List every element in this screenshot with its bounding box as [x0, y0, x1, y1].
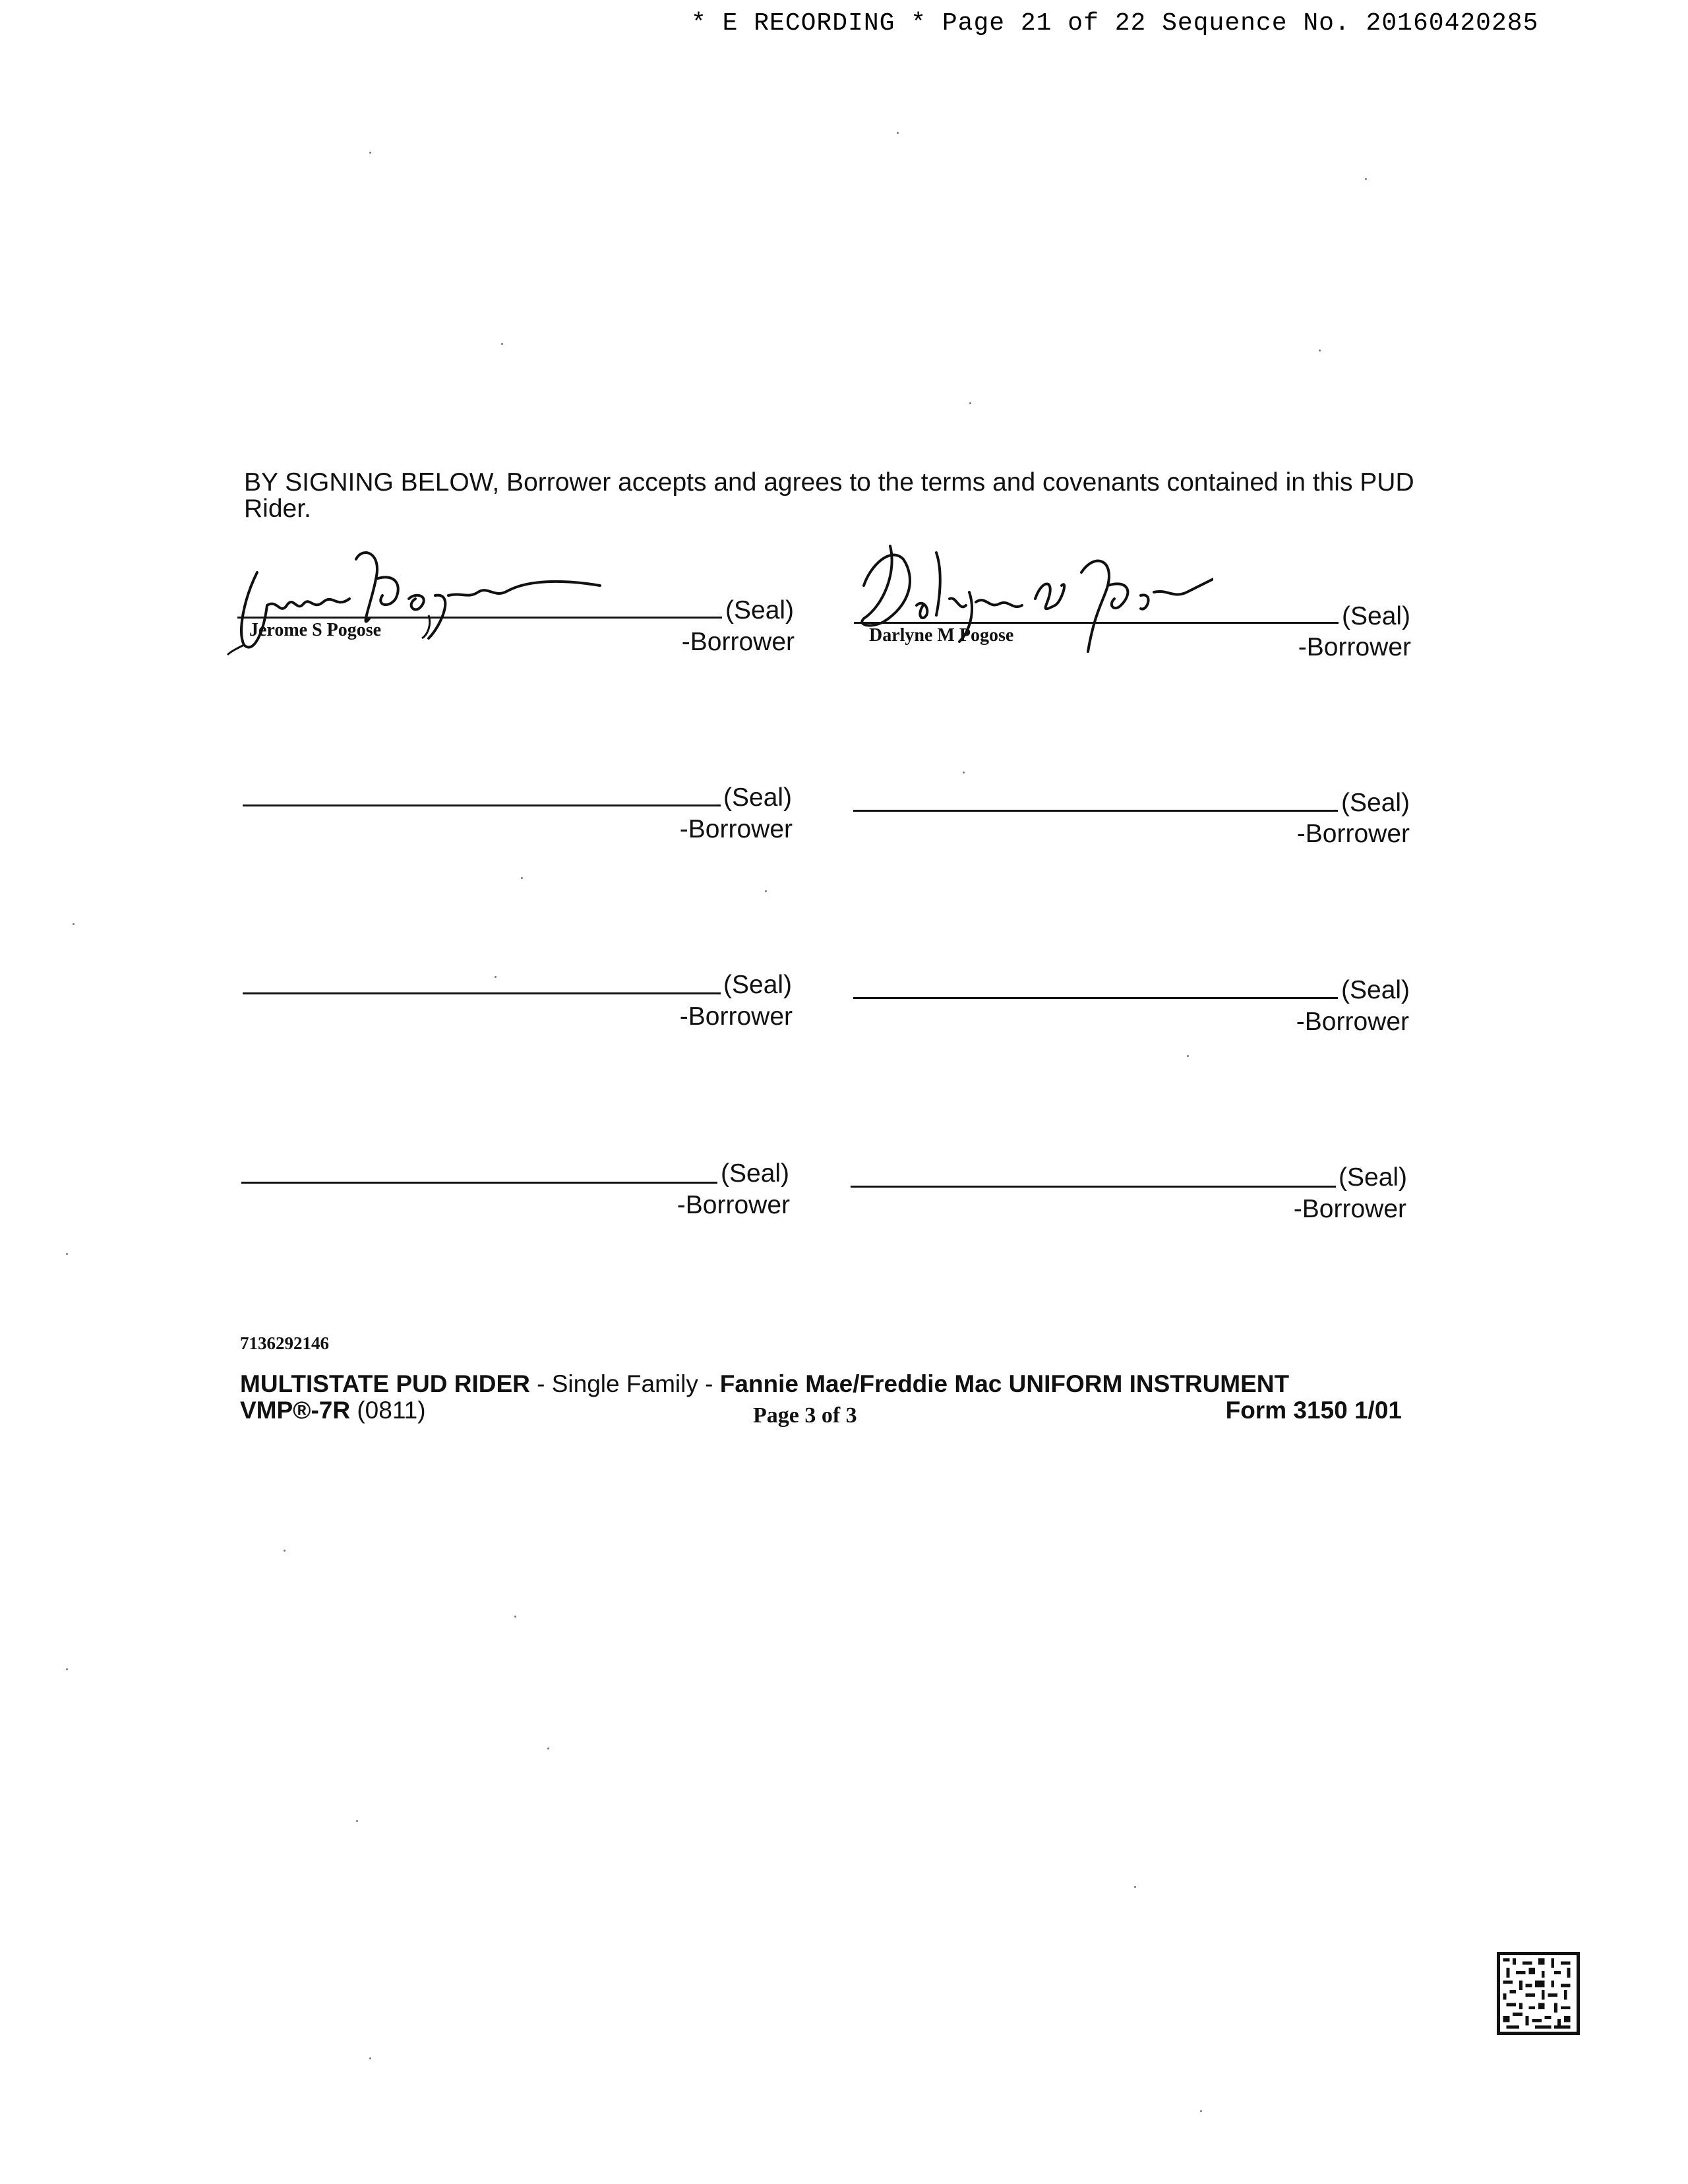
signature-line	[853, 810, 1338, 812]
borrower-label: -Borrower	[681, 628, 795, 656]
signature-line	[243, 804, 721, 806]
seal-label: (Seal)	[1339, 1163, 1408, 1192]
vmp-code: VMP®-7R	[240, 1397, 351, 1424]
borrower-name-2: Darlyne M Pogose	[869, 625, 1014, 646]
form-subtitle: - Single Family -	[529, 1370, 720, 1397]
loan-number: 7136292146	[240, 1333, 329, 1353]
borrower-label: -Borrower	[1296, 820, 1410, 848]
seal-label: (Seal)	[721, 1159, 790, 1188]
borrower-name-1: Jerome S Pogose	[249, 620, 382, 640]
form-title: MULTISTATE PUD RIDER	[240, 1370, 530, 1397]
signature-line	[853, 997, 1338, 999]
agreement-text: BY SIGNING BELOW, Borrower accepts and agrees to the terms and covenants contained in this PUD Rider.	[244, 468, 1414, 523]
borrower-label: -Borrower	[677, 1191, 790, 1219]
seal-label: (Seal)	[1341, 976, 1410, 1004]
recording-header: * E RECORDING * Page 21 of 22 Sequence No. 20160420285	[691, 9, 1539, 38]
signature-line	[237, 617, 722, 619]
signature-line	[854, 622, 1339, 624]
seal-label: (Seal)	[723, 783, 793, 812]
signature-line	[851, 1186, 1336, 1188]
borrower-label: -Borrower	[1298, 633, 1411, 661]
form-number: Form 3150 1/01	[1225, 1397, 1402, 1424]
barcode-icon	[1495, 1952, 1581, 2035]
seal-label: (Seal)	[1342, 602, 1411, 630]
vmp-version: (0811)	[350, 1397, 426, 1424]
seal-label: (Seal)	[723, 971, 793, 999]
seal-label: (Seal)	[725, 596, 795, 624]
uniform-instrument: Fannie Mae/Freddie Mac UNIFORM INSTRUMENT	[719, 1370, 1290, 1397]
seal-label: (Seal)	[1341, 789, 1410, 817]
borrower-label: -Borrower	[1293, 1195, 1406, 1223]
signature-jerome	[218, 533, 613, 665]
signature-line	[243, 992, 721, 994]
page-number: Page 3 of 3	[753, 1403, 857, 1428]
form-title-line	[240, 1370, 1466, 1398]
borrower-label: -Borrower	[1296, 1008, 1409, 1036]
signature-line	[241, 1182, 717, 1184]
borrower-label: -Borrower	[679, 815, 793, 843]
borrower-label: -Borrower	[679, 1002, 793, 1031]
